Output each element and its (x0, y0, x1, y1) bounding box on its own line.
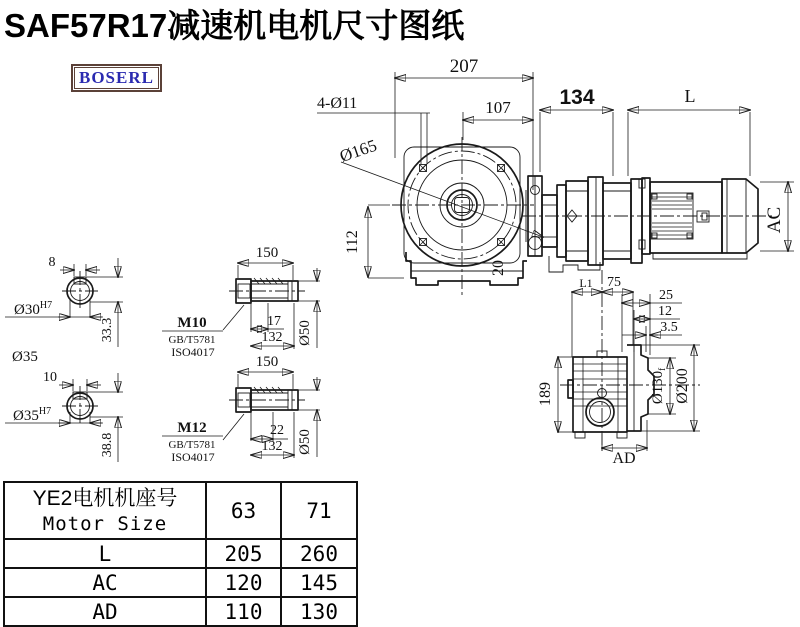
row-AD-val-63: 110 (206, 597, 281, 626)
dim-keyway-8: 8 (48, 255, 56, 270)
dim-depth-388: 38.8 (100, 432, 115, 458)
thread-callout: M12 (177, 420, 207, 436)
table-row (4, 568, 357, 597)
header-en: Motor Size (42, 512, 168, 535)
dim-25: 25 (659, 288, 673, 303)
dim-200: Ø200 (674, 368, 691, 404)
bore-section-35 (5, 370, 123, 462)
table-row (4, 539, 357, 568)
bore-section-30 (5, 255, 123, 347)
body-ribs (573, 357, 627, 432)
motor-side-view (522, 86, 794, 272)
row-AC-val-71: 145 (281, 568, 357, 597)
motor-size-71: 71 (281, 482, 357, 539)
dim-130: $Ø130_f$ (650, 367, 667, 405)
dim-20: 20 (490, 260, 507, 276)
table-header-row (4, 482, 357, 539)
dim-AC: AC (764, 206, 785, 234)
dim-132: 132 (261, 439, 283, 454)
dim-22: 22 (270, 423, 284, 438)
label-od-35: Ø35 (12, 349, 38, 365)
dim-L1: L1 (579, 276, 593, 290)
standard-iso: ISO4017 (171, 345, 215, 359)
motor-size-table (3, 481, 358, 627)
front-view (317, 56, 543, 298)
standard-gb: GB/T5781 (168, 334, 216, 346)
dim-AD: AD (612, 450, 636, 467)
row-L-val-63: 205 (206, 539, 281, 568)
standard-iso: ISO4017 (171, 450, 215, 464)
header-cn: YE2电机机座号 (32, 486, 178, 510)
dim-189: 189 (537, 382, 554, 406)
shaft-bottom-view (162, 354, 320, 464)
dim-150: 150 (255, 245, 279, 261)
dim-flange-dia: Ø165 (337, 135, 380, 166)
dim-107: 107 (485, 98, 511, 117)
brand-logo-text: BOSERL (74, 67, 159, 89)
flange-side-view (537, 270, 700, 467)
row-label-AC: AC (4, 568, 206, 597)
dim-od-50: Ø50 (297, 320, 313, 346)
motor-size-63: 63 (206, 482, 281, 539)
dim-75: 75 (607, 275, 621, 290)
dim-bore-35: $Ø35^{H7}$ (13, 406, 52, 424)
thread-callout: M10 (177, 315, 207, 331)
dim-112: 112 (344, 230, 361, 254)
dim-17: 17 (267, 314, 281, 329)
dim-132: 132 (261, 330, 283, 345)
dim-150: 150 (255, 354, 279, 370)
standard-gb: GB/T5781 (168, 439, 216, 451)
row-label-AD: AD (4, 597, 206, 626)
row-L-val-71: 260 (281, 539, 357, 568)
dim-bore-30: $Ø30^{H7}$ (14, 300, 53, 318)
row-label-L: L (4, 539, 206, 568)
dim-keyway-10: 10 (43, 370, 57, 385)
row-AC-val-63: 120 (206, 568, 281, 597)
dim-od-50: Ø50 (297, 429, 313, 455)
page-title: SAF57R17减速机电机尺寸图纸 (4, 7, 465, 44)
table-header-label (4, 482, 206, 539)
dim-depth-333: 33.3 (100, 317, 115, 343)
dim-L: L (684, 86, 696, 106)
dim-207: 207 (449, 56, 479, 77)
dim-134: 134 (559, 86, 595, 109)
dim-3-5: 3.5 (660, 320, 678, 335)
shaft-top-view (162, 245, 320, 359)
row-AD-val-71: 130 (281, 597, 357, 626)
dim-12: 12 (658, 304, 672, 319)
dim-bolt-holes: 4-Ø11 (317, 95, 358, 112)
table-row (4, 597, 357, 626)
